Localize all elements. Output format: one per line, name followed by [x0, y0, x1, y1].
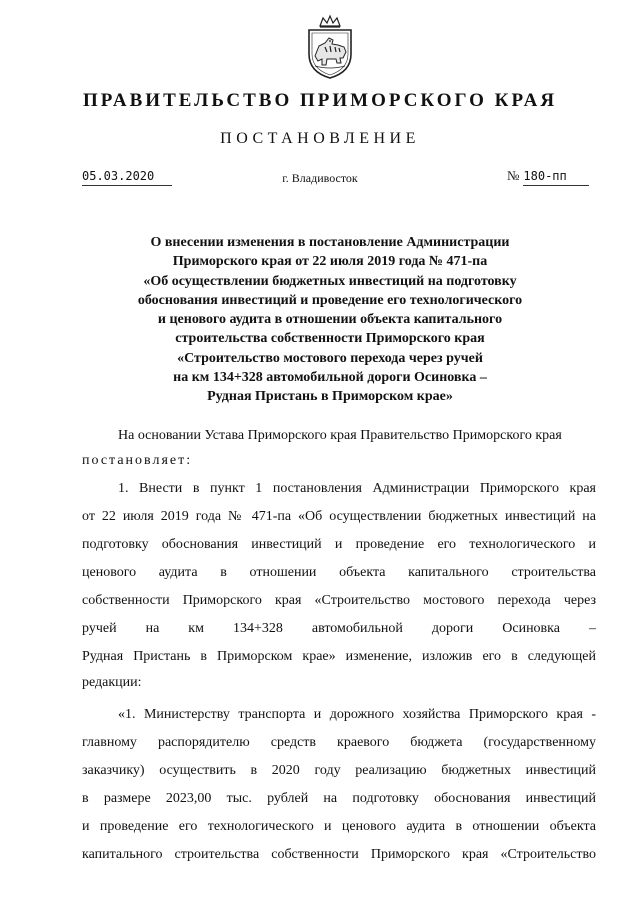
body-line: главному распорядителю средств краевого бюджета (государственному	[82, 735, 596, 750]
number-sign: №	[507, 168, 520, 183]
heading-line: строительства собственности Приморского края	[175, 331, 485, 347]
document-date: 05.03.2020	[82, 167, 172, 186]
body-line: в размере 2023,00 тыс. рублей на подготовку обоснования инвестиций	[82, 791, 596, 806]
body-line: ручей на км 134+328 автомобильной дороги Осиновка –	[82, 621, 596, 636]
document-type: ПОСТАНОВЛЕНИЕ	[220, 130, 420, 147]
body-line: капитального строительства собственности Приморского края «Строительство	[82, 847, 596, 862]
heading-line: на км 134+328 автомобильной дороги Осиновка –	[173, 370, 487, 386]
body-line: На основании Устава Приморского края Правительство Приморского края	[118, 428, 562, 443]
primorsky-krai-coat-of-arms-icon	[303, 14, 357, 80]
heading-line: «Строительство мостового перехода через ручей	[177, 350, 483, 366]
heading-line: и ценового аудита в отношении объекта капитального	[157, 312, 503, 328]
heading-line: О внесении изменения в постановление Администрации	[150, 235, 510, 250]
document-place: г. Владивосток	[282, 171, 358, 185]
heading-line: «Об осуществлении бюджетных инвестиций на подготовку	[143, 273, 517, 289]
body-line: и проведение его технологического и ценового аудита в отношении объекта	[82, 819, 596, 834]
body-line: подготовку обоснования инвестиций и проведение его технологического и	[82, 537, 596, 552]
document-number-field	[507, 167, 597, 186]
heading-line: Рудная Пристань в Приморском крае»	[207, 389, 453, 405]
body-line: 1. Внести в пункт 1 постановления Администрации Приморского края	[118, 481, 596, 496]
government-title: ПРАВИТЕЛЬСТВО ПРИМОРСКОГО КРАЯ	[82, 90, 558, 111]
body-line: редакции:	[82, 675, 142, 690]
body-line: от 22 июля 2019 года № 471-па «Об осуществлении бюджетных инвестиций на	[82, 509, 596, 524]
body-line: постановляет:	[82, 453, 193, 468]
body-line: Рудная Пристань в Приморском крае» изменение, изложив его в следующей	[82, 649, 596, 664]
body-line: собственности Приморского края «Строительство мостового перехода через	[82, 593, 596, 608]
document-number: 180-пп	[523, 167, 589, 186]
body-line: «1. Министерству транспорта и дорожного хозяйства Приморского края -	[118, 707, 596, 722]
heading-line: обоснования инвестиций и проведение его технологического	[137, 292, 523, 308]
body-line: ценового аудита в отношении объекта капитального строительства	[82, 565, 596, 580]
heading-line: Приморского края от 22 июля 2019 года № 471-па	[172, 254, 488, 270]
body-line: заказчику) осуществить в 2020 году реализацию бюджетных инвестиций	[82, 763, 596, 778]
document-heading	[120, 233, 540, 407]
